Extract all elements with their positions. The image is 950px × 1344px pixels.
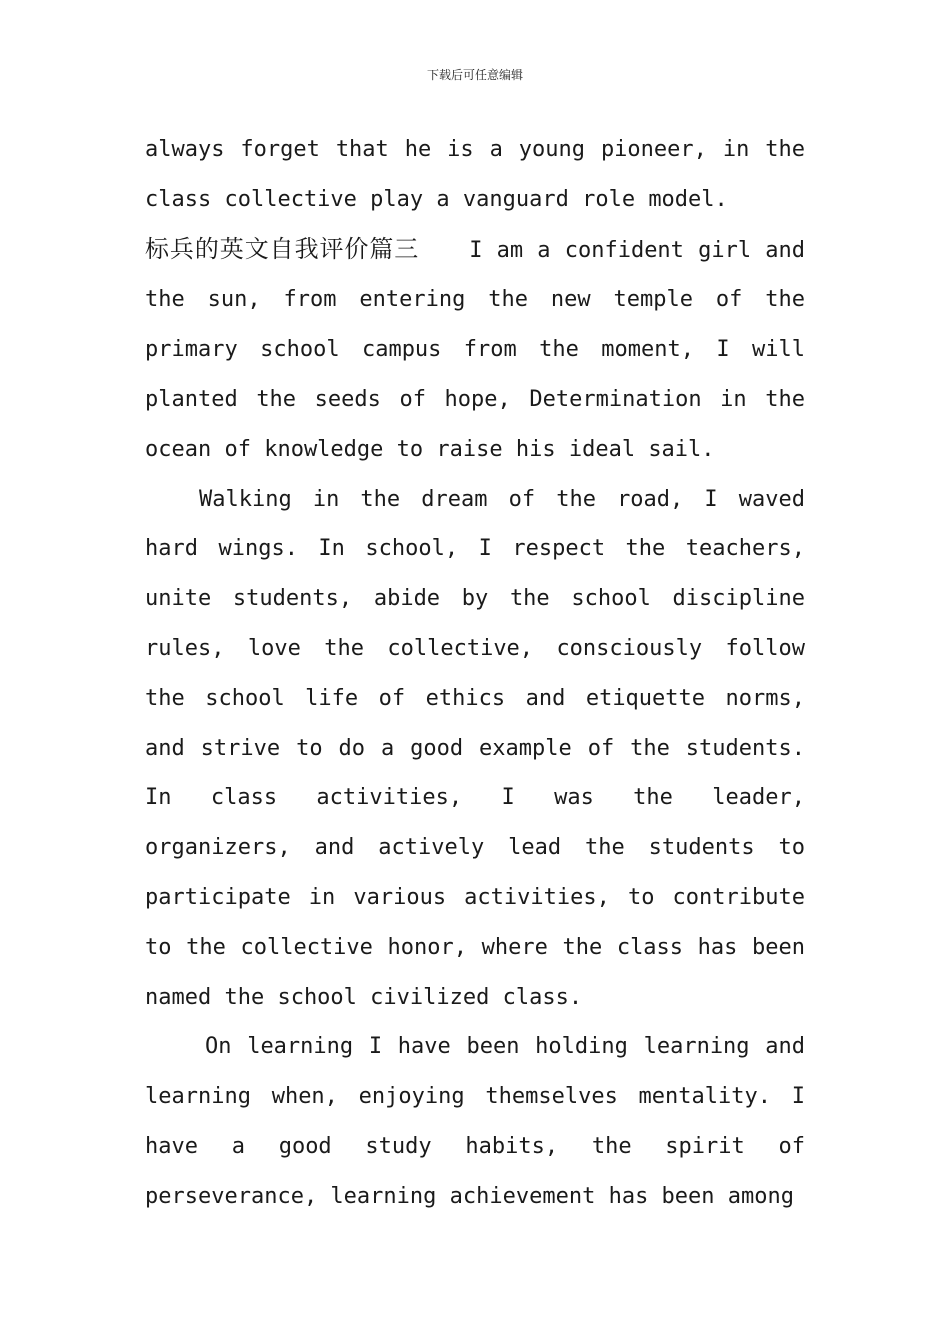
document-body (145, 125, 805, 1222)
paragraph: On learning I have been holding learning and learning when, enjoying themselves mentality. I have a good study habits, the spirit of perseverance, learning achievement has been among (145, 1034, 805, 1209)
paragraph: always forget that he is a young pioneer, in the class collective play a vanguard role model. (145, 137, 805, 212)
section-heading: 标兵的英文自我评价篇三 (145, 234, 420, 263)
paragraph-with-heading (145, 225, 805, 475)
paragraph-text: I am a confident girl and the sun, from entering the new temple of the primary school campus from the moment, I will planted the seeds of hope, Determination in the ocean of knowledge to raise his ideal sail. (145, 237, 805, 462)
paragraph: Walking in the dream of the road, I waved hard wings. In school, I respect the teachers, unite students, abide by the school discipline rules, love the collective, consciously follow the school life of ethics and etiquette norms, and strive to do a good example of the students. In class activities, I was the leader, organizers, and actively lead the students to participate in various activities, to contribute to the collective honor, where the class has been named the school civilized class. (145, 486, 805, 1010)
page-header: 下载后可任意编辑 (426, 68, 523, 82)
